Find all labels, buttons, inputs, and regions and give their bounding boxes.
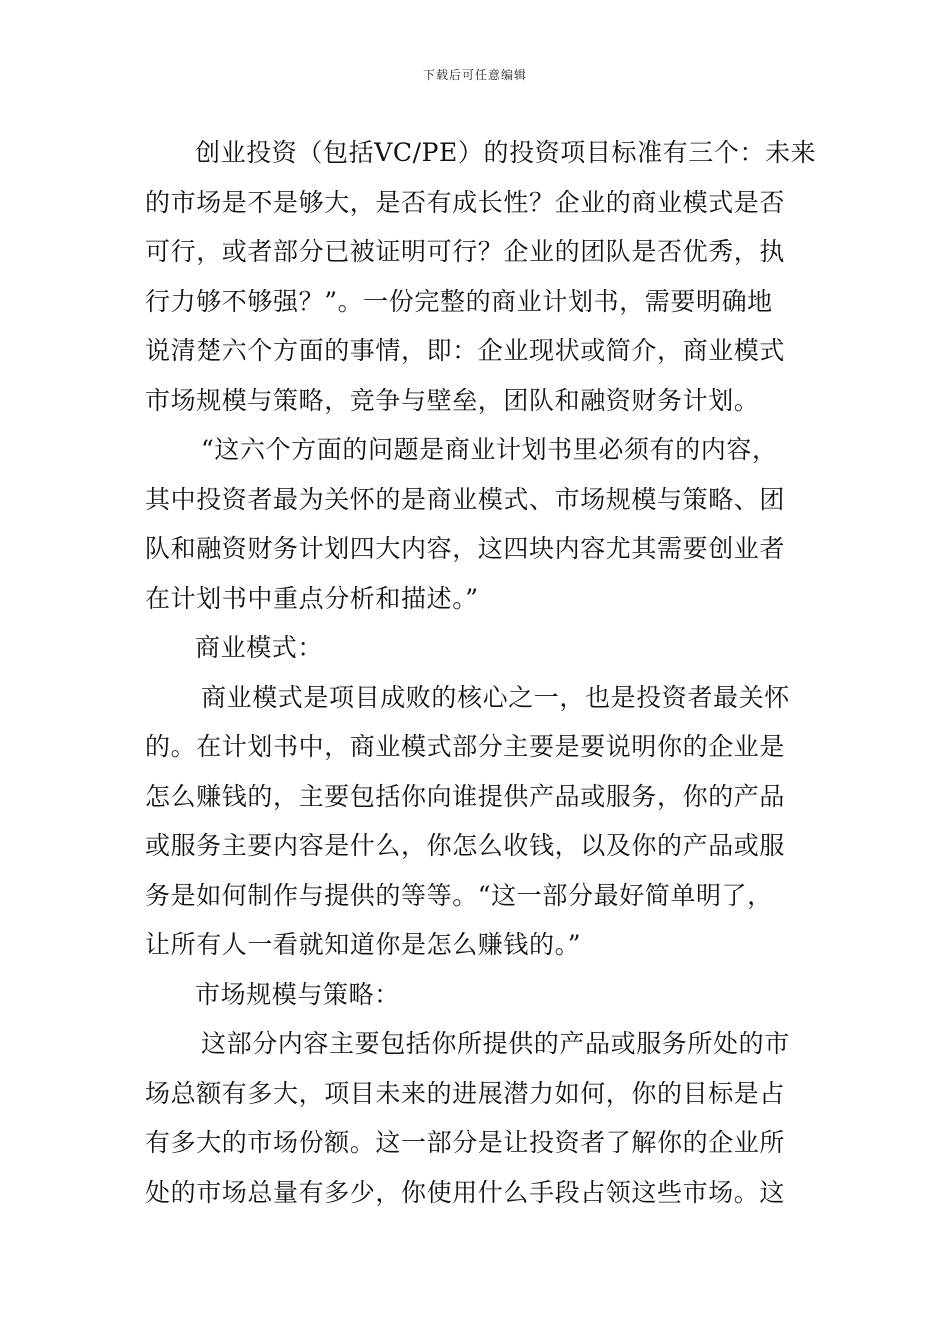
text-line: 或服务主要内容是什么，你怎么收钱，以及你的产品或服: [145, 831, 786, 860]
text-line: 怎么赚钱的，主要包括你向谁提供产品或服务，你的产品: [145, 781, 786, 811]
text-line: 商业模式是项目成败的核心之一，也是投资者最关怀: [201, 682, 790, 712]
text-line: 可行，或者部分已被证明可行？企业的团队是否优秀，执: [145, 237, 786, 266]
text-line: 行力够不够强？”。一份完整的商业计划书，需要明确地: [145, 286, 773, 316]
text-line: “这六个方面的问题是商业计划书里必须有的内容，: [201, 435, 778, 464]
document-body: [145, 128, 817, 1217]
text-line: 的市场是不是够大，是否有成长性？企业的商业模式是否: [145, 187, 786, 217]
text-line: 其中投资者最为关怀的是商业模式、市场规模与策略、团: [145, 484, 786, 514]
text-line: 处的市场总量有多少，你使用什么手段占领这些市场。这: [145, 1177, 786, 1207]
text-line: 场总额有多大，项目未来的进展潜力如何，你的目标是占: [145, 1078, 786, 1108]
text-line: 在计划书中重点分析和描述。”: [145, 583, 479, 613]
text-line: 这部分内容主要包括你所提供的产品或服务所处的市: [201, 1029, 790, 1058]
text-line: 的。在计划书中，商业模式部分主要是要说明你的企业是: [145, 732, 786, 761]
text-line: 说清楚六个方面的事情，即：企业现状或简介，商业模式: [145, 336, 786, 365]
text-line: 务是如何制作与提供的等等。“这一部分最好简单明了，: [145, 880, 773, 910]
text-line: 让所有人一看就知道你是怎么赚钱的。”: [145, 930, 582, 959]
section-heading: 市场规模与策略：: [195, 979, 400, 1009]
text-line: 创业投资（包括VC/PE）的投资项目标准有三个：未来: [195, 138, 817, 167]
section-heading: 商业模式：: [195, 633, 324, 662]
text-line: 队和融资财务计划四大内容，这四块内容尤其需要创业者: [145, 534, 786, 563]
text-line: 市场规模与策略，竞争与壁垒，团队和融资财务计划。: [145, 385, 760, 415]
header-note: 下载后可任意编辑: [422, 68, 527, 82]
text-line: 有多大的市场份额。这一部分是让投资者了解你的企业所: [145, 1128, 786, 1157]
